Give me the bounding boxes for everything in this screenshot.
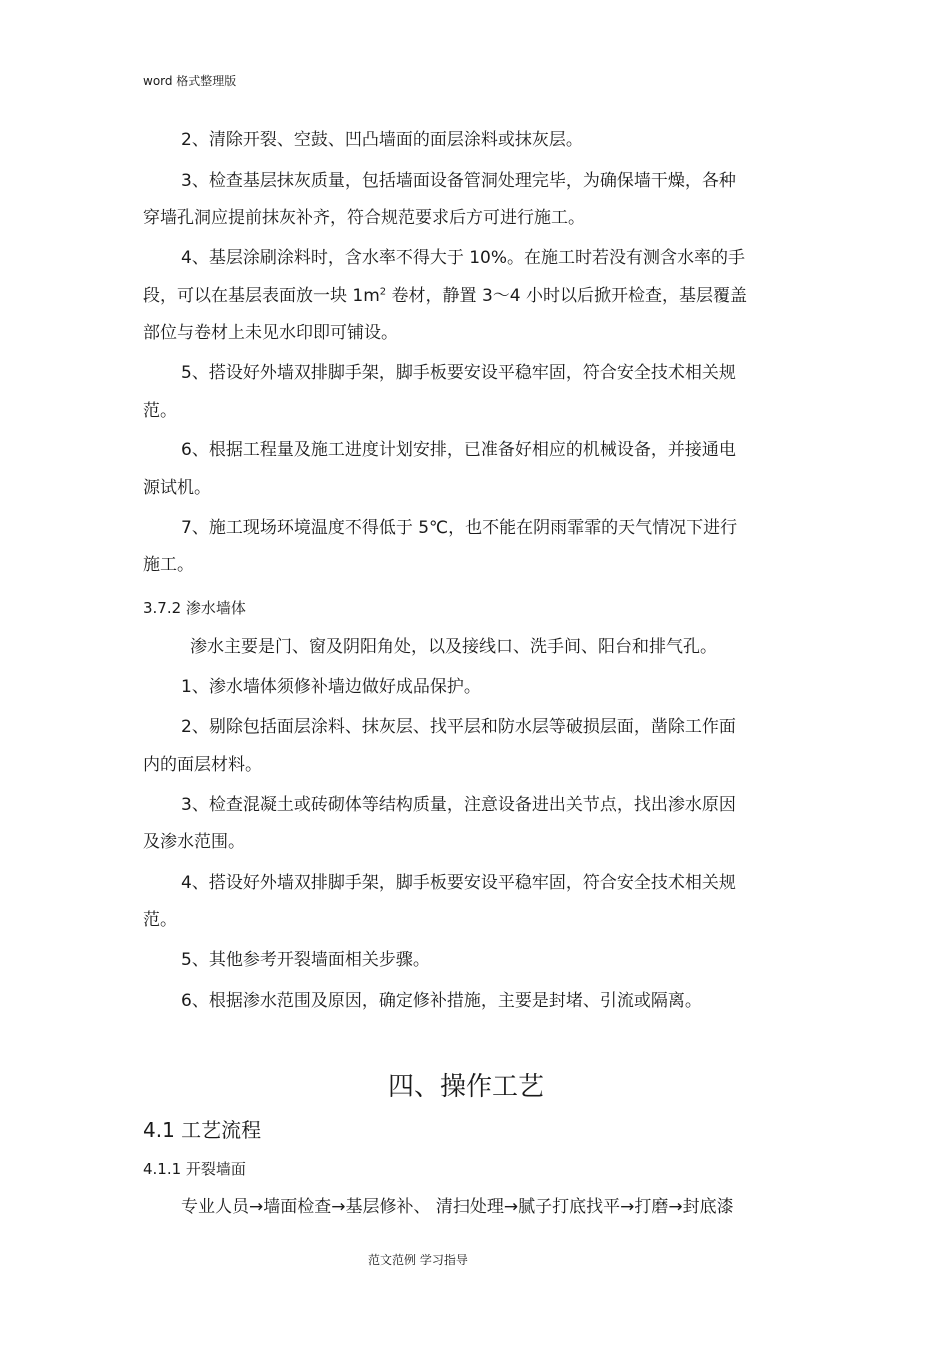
paragraph-line: 7、施工现场环境温度不得低于 5℃，也不能在阴雨霏霏的天气情况下进行 [181, 518, 738, 538]
section-heading-4-1-1: 4.1.1 开裂墙面 [143, 1160, 246, 1178]
paragraph-line: 源试机。 [143, 478, 211, 498]
paragraph-line: 3、检查基层抹灰质量，包括墙面设备管洞处理完毕，为确保墙干燥，各种 [181, 171, 736, 191]
paragraph-line: 2、剔除包括面层涂料、抹灰层、找平层和防水层等破损层面，凿除工作面 [181, 717, 736, 737]
paragraph-line [143, 286, 747, 306]
paragraph-line: 施工。 [143, 555, 194, 575]
paragraph-line: 5、搭设好外墙双排脚手架，脚手板要安设平稳牢固，符合安全技术相关规 [181, 363, 736, 383]
text-span: 卷材，静置 3～4 小时以后掀开检查，基层覆盖 [386, 286, 747, 306]
page-footer: 范文范例 学习指导 [368, 1253, 468, 1267]
paragraph-line: 6、根据工程量及施工进度计划安排，已准备好相应的机械设备，并接通电 [181, 440, 736, 460]
paragraph-line: 3、检查混凝土或砖砌体等结构质量，注意设备进出关节点，找出渗水原因 [181, 795, 736, 815]
section-heading-3-7-2: 3.7.2 渗水墙体 [143, 599, 246, 617]
paragraph-line: 内的面层材料。 [143, 755, 262, 775]
paragraph-line: 2、清除开裂、空鼓、凹凸墙面的面层涂料或抹灰层。 [181, 130, 583, 150]
section-heading-4-1: 4.1 工艺流程 [143, 1118, 262, 1142]
paragraph-line: 部位与卷材上未见水印即可铺设。 [143, 323, 398, 343]
page-header: word 格式整理版 [143, 74, 237, 88]
paragraph-line: 4、搭设好外墙双排脚手架，脚手板要安设平稳牢固，符合安全技术相关规 [181, 873, 736, 893]
paragraph-line: 范。 [143, 401, 177, 421]
paragraph-line: 5、其他参考开裂墙面相关步骤。 [181, 950, 430, 970]
paragraph-line: 1、渗水墙体须修补墙边做好成品保护。 [181, 677, 481, 697]
paragraph-line: 专业人员→墙面检查→基层修补、 清扫处理→腻子打底找平→打磨→封底漆 [181, 1197, 734, 1217]
text-span: 段，可以在基层表面放一块 1m [143, 286, 380, 306]
paragraph-line: 及渗水范围。 [143, 832, 245, 852]
paragraph-line: 穿墙孔洞应提前抹灰补齐，符合规范要求后方可进行施工。 [143, 208, 585, 228]
paragraph-line: 渗水主要是门、窗及阴阳角处，以及接线口、洗手间、阳台和排气孔。 [190, 637, 717, 657]
paragraph-line: 范。 [143, 910, 177, 930]
chapter-title: 四、操作工艺 [388, 1072, 545, 1102]
paragraph-line: 4、基层涂刷涂料时，含水率不得大于 10%。在施工时若没有测含水率的手 [181, 248, 746, 268]
paragraph-line: 6、根据渗水范围及原因，确定修补措施，主要是封堵、引流或隔离。 [181, 991, 702, 1011]
superscript: 2 [379, 286, 387, 298]
